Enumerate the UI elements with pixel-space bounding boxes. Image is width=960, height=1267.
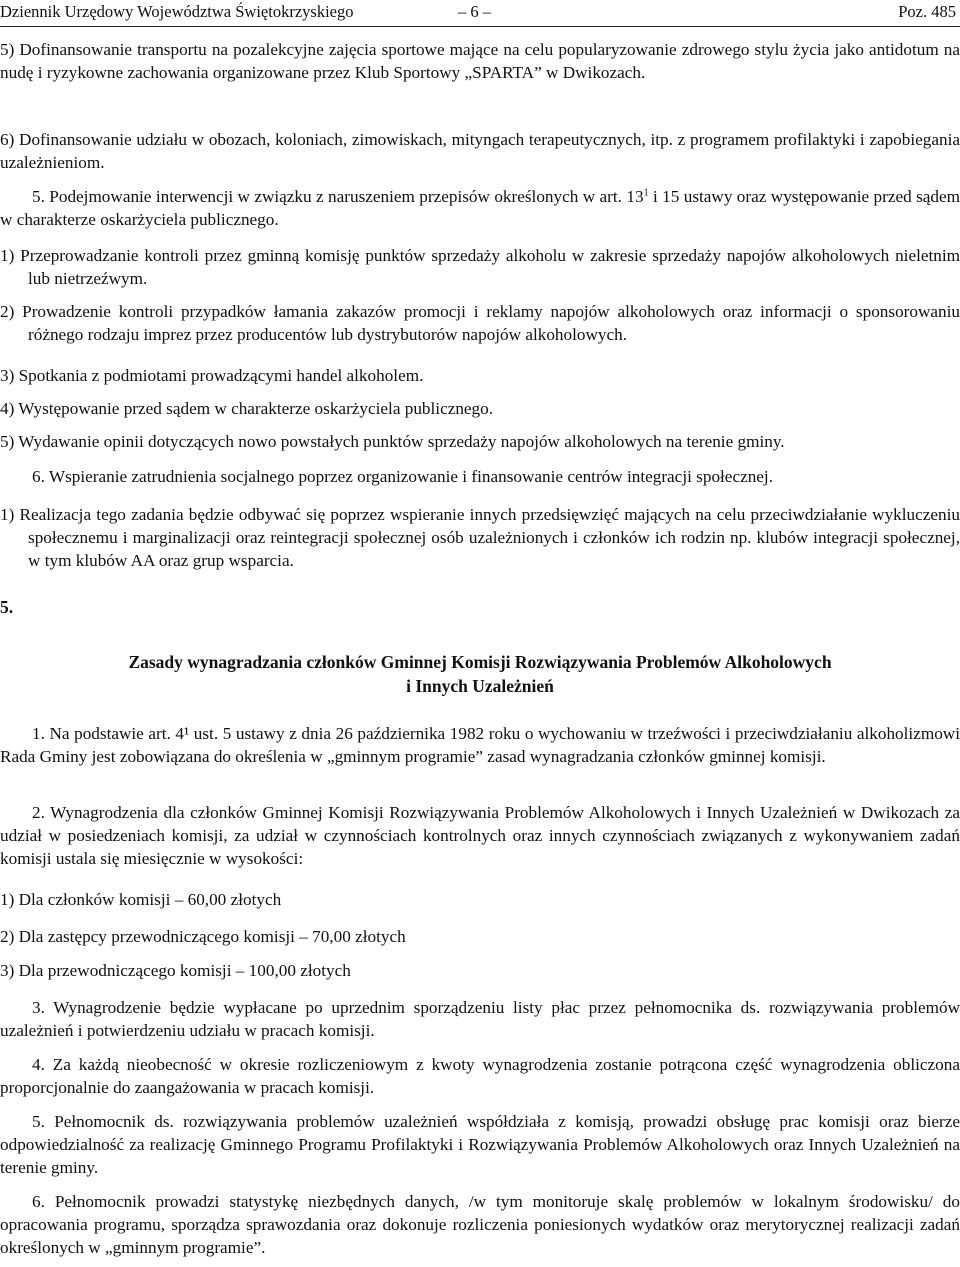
list-item: 5) Wydawanie opinii dotyczących nowo powstałych punktów sprzedaży napojów alkoholowych na terenie gminy. [0, 432, 785, 451]
section6-heading [0, 465, 960, 488]
list-item: 1) Przeprowadzanie kontroli przez gminną komisję punktów sprzedaży alkoholu w zakresie sprzedaży napojów alkoholowych nieletnim lub nietrzeźwym. [0, 246, 960, 288]
section5-heading [0, 185, 960, 231]
rule-2 [0, 801, 960, 870]
rule-4 [0, 1053, 960, 1099]
page-header [0, 0, 960, 27]
section-heading: 5. Podejmowanie interwencji w związku z naruszeniem przepisów określonych w art. $13^1$ i 15 ustawy oraz występowanie przed sądem w charakterze oskarżyciela publicznego. [0, 187, 960, 229]
chapter-title [0, 650, 960, 698]
list-item: 3) Spotkania z podmiotami prowadzącymi handel alkoholem. [0, 366, 424, 385]
page-number: – 6 – [458, 2, 491, 21]
pay-item-1 [0, 888, 960, 911]
section5-item1 [0, 244, 960, 290]
list-item: 4) Występowanie przed sądem w charakterze oskarżyciela publicznego. [0, 399, 494, 418]
list-item: 2) Prowadzenie kontroli przypadków łamania zakazów promocji i reklamy napojów alkoholowych oraz informacji o sponsorowaniu różnego rodzaju imprez przez producentów lub dystrybutorów napojów alkoholowych. [0, 302, 960, 344]
paragraph: 3. Wynagrodzenie będzie wypłacane po uprzednim sporządzeniu listy płac przez pełnomocnika ds. rozwiązywania problemów uzależnień i potwierdzeniu udziału w pracach komisji. [0, 998, 960, 1040]
rule-1 [0, 722, 960, 768]
paragraph: 6) Dofinansowanie udziału w obozach, koloniach, zimowiskach, mityngach terapeutycznych, itp. z programem profilaktyki i zapobiegania uzależnieniom. [0, 130, 960, 172]
section5-item4 [0, 397, 960, 420]
chapter-number: 5. [0, 597, 14, 617]
paragraph: 5. Pełnomocnik ds. rozwiązywania problemów uzależnień współdziała z komisją, prowadzi obsługę prac komisji oraz bierze odpowiedzialność za realizację Gminnego Programu Profilaktyki i Rozwiązywania Problemów Alkoholowych oraz Innych Uzależnień na terenie gminy. [0, 1112, 960, 1177]
section4-item5 [0, 38, 960, 84]
chapter-title-line1: Zasady wynagradzania członków Gminnej Komisji Rozwiązywania Problemów Alkoholowych [128, 652, 832, 672]
section5-item2 [0, 300, 960, 346]
paragraph: 5) Dofinansowanie transportu na pozalekcyjne zajęcia sportowe mające na celu popularyzowanie zdrowego stylu życia jako antidotum na nudę i ryzykowne zachowania organizowane przez Klub Sportowy „SPARTA” w Dwikozach. [0, 40, 960, 82]
paragraph: 6. Pełnomocnik prowadzi statystykę niezbędnych danych, /w tym monitoruje skalę problemów w lokalnym środowisku/ do opracowania programu, sporządza sprawozdania oraz dokonuje rozliczenia poniesionych wydatków oraz merytorycznej realizacji zadań określonych w „gminnym programie”. [0, 1192, 960, 1257]
section4-item6 [0, 128, 960, 174]
section-heading: 6. Wspieranie zatrudnienia socjalnego poprzez organizowanie i finansowanie centrów integracji społecznej. [32, 467, 773, 486]
paragraph: 1. Na podstawie art. 4¹ ust. 5 ustawy z dnia 26 października 1982 roku o wychowaniu w trzeźwości i przeciwdziałaniu alkoholizmowi Rada Gminy jest zobowiązana do określenia w „gminnym programie” zasad wynagradzania członków gminnej komisji. [0, 724, 960, 766]
list-item: 1) Dla członków komisji – 60,00 złotych [0, 890, 282, 909]
rule-5 [0, 1110, 960, 1179]
pay-item-2 [0, 925, 960, 948]
list-item: 3) Dla przewodniczącego komisji – 100,00 złotych [0, 961, 351, 980]
rule-6 [0, 1190, 960, 1259]
paragraph: 4. Za każdą nieobecność w okresie rozliczeniowym z kwoty wynagrodzenia zostanie potrącona część wynagrodzenia obliczona proporcjonalnie do zaangażowania w pracach komisji. [0, 1055, 960, 1097]
section5-item5 [0, 430, 960, 453]
list-item: 2) Dla zastępcy przewodniczącego komisji – 70,00 złotych [0, 927, 406, 946]
chapter-title-line2: i Innych Uzależnień [406, 676, 554, 696]
rule-3 [0, 996, 960, 1042]
journal-title: Dziennik Urzędowy Województwa Świętokrzyskiego [0, 2, 354, 21]
section6-item1 [0, 503, 960, 572]
paragraph: 2. Wynagrodzenia dla członków Gminnej Komisji Rozwiązywania Problemów Alkoholowych i Innych Uzależnień w Dwikozach za udział w posiedzeniach komisji, za udział w czynnościach kontrolnych oraz innych czynnościach związanych z wykonywaniem zadań komisji ustala się miesięcznie w wysokości: [0, 803, 960, 868]
position-number: Poz. 485 [898, 2, 956, 21]
pay-item-3 [0, 959, 960, 982]
section5-item3 [0, 364, 960, 387]
list-item: 1) Realizacja tego zadania będzie odbywać się poprzez wspieranie innych przedsięwzięć mających na celu przeciwdziałanie wykluczeniu społecznemu i marginalizacji oraz reintegracji społecznej osób uzależnionych i członków ich rodzin np. klubów integracji społecznej, w tym klubów AA oraz grup wsparcia. [0, 505, 960, 570]
